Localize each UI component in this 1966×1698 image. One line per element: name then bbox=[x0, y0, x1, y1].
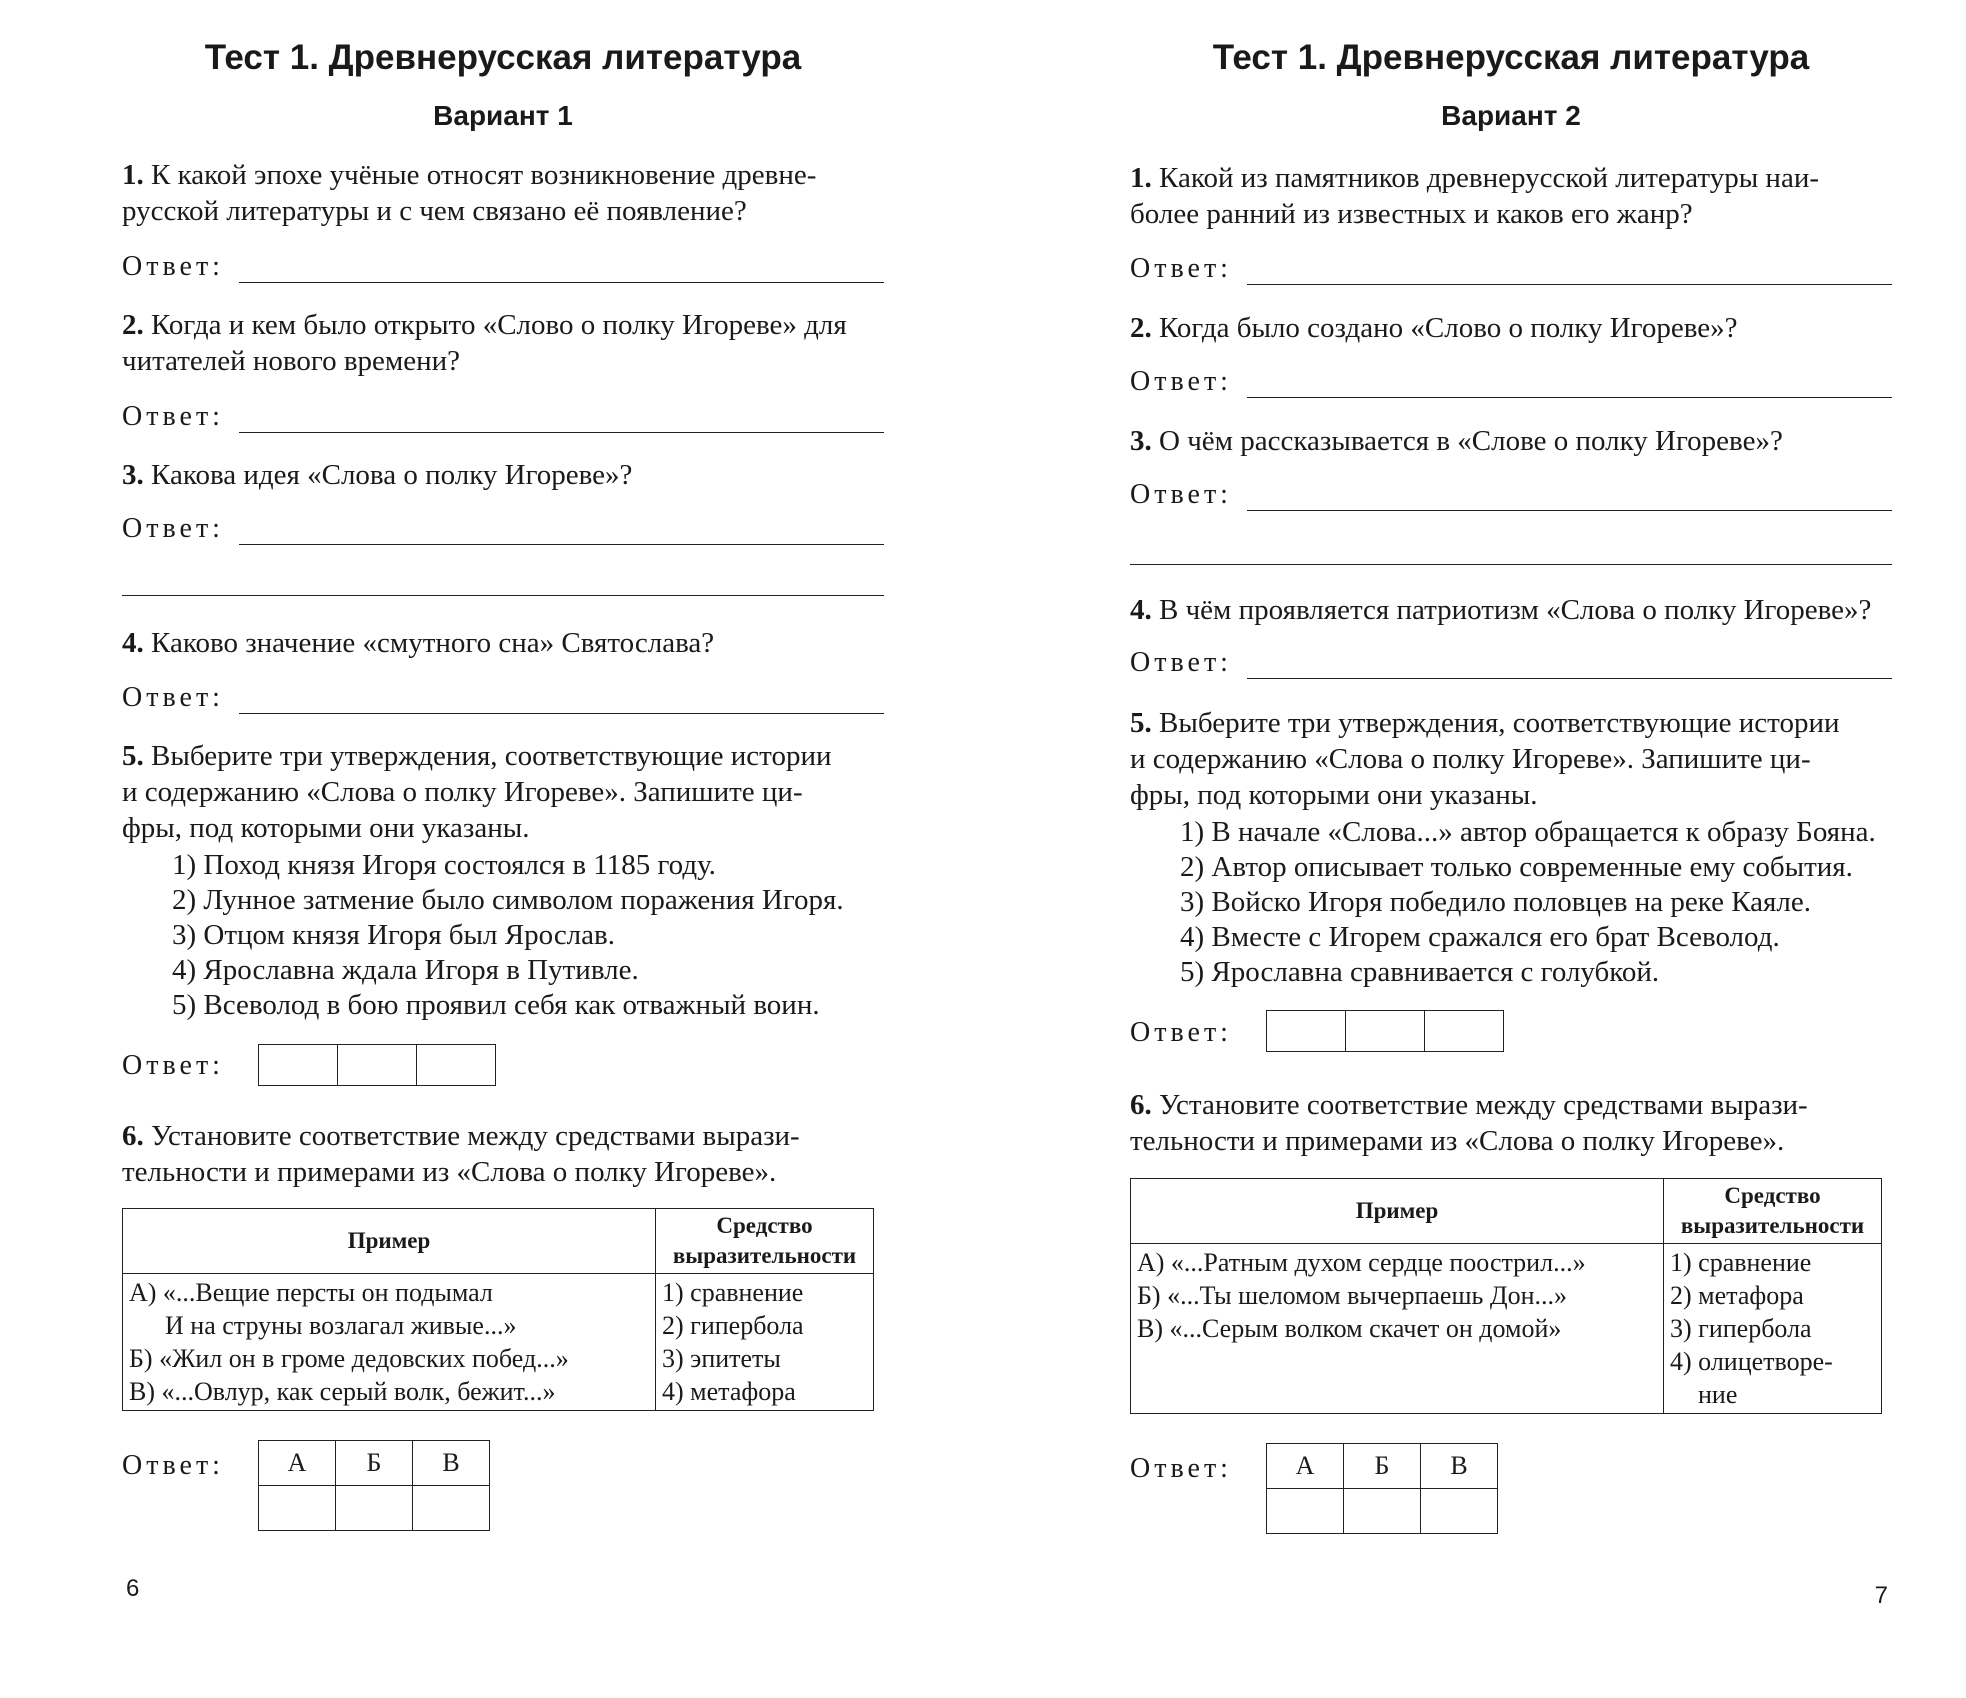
answer-field-1[interactable] bbox=[122, 251, 884, 287]
grid-header: Б bbox=[1344, 1444, 1421, 1489]
page-title: Тест 1. Древнерусская литература bbox=[1212, 38, 1810, 77]
answer-grid[interactable] bbox=[1266, 1443, 1498, 1534]
matching-table bbox=[122, 1208, 874, 1411]
option-item: 2) Лунное затмение было символом поражения Игоря. bbox=[172, 884, 844, 916]
means-item: 1) сравнение bbox=[662, 1278, 804, 1307]
question-2 bbox=[122, 307, 884, 379]
means-item: ние bbox=[1698, 1380, 1738, 1409]
question-text: тельности и примерами из «Слова о полку Игореве». bbox=[1130, 1125, 1785, 1157]
answer-field-4[interactable] bbox=[122, 682, 884, 718]
option-item: 4) Ярославна ждала Игоря в Путивле. bbox=[172, 954, 639, 986]
left-page bbox=[122, 0, 884, 1698]
page-number: 7 bbox=[1874, 1582, 1888, 1609]
answer-label: Ответ: bbox=[1130, 1017, 1232, 1048]
answer-label: Ответ: bbox=[122, 513, 224, 544]
question-number: 1. bbox=[122, 159, 144, 191]
question-number: 4. bbox=[1130, 594, 1152, 626]
question-5 bbox=[122, 738, 884, 846]
grid-cell[interactable] bbox=[413, 1486, 490, 1531]
question-4 bbox=[122, 625, 884, 661]
option-item: 5) Всеволод в бою проявил себя как отважный воин. bbox=[172, 989, 820, 1021]
question-1 bbox=[1130, 160, 1892, 232]
variant-heading: Вариант 2 bbox=[1441, 100, 1581, 131]
answer-box[interactable] bbox=[338, 1045, 417, 1085]
answer-label: Ответ: bbox=[122, 1050, 224, 1081]
answer-label: Ответ: bbox=[122, 401, 224, 432]
answer-extra-line[interactable] bbox=[1130, 564, 1892, 565]
question-text: читателей нового времени? bbox=[122, 345, 461, 377]
matching-table bbox=[1130, 1178, 1882, 1414]
answer-field-1[interactable] bbox=[1130, 253, 1892, 289]
answer-label: Ответ: bbox=[122, 1450, 224, 1481]
grid-header: В bbox=[1421, 1444, 1498, 1489]
table-header-example: Пример bbox=[123, 1209, 656, 1274]
examples-cell bbox=[1131, 1244, 1664, 1414]
answer-boxes[interactable] bbox=[258, 1044, 496, 1086]
question-2 bbox=[1130, 310, 1892, 346]
answer-label: Ответ: bbox=[1130, 647, 1232, 678]
question-number: 3. bbox=[1130, 425, 1152, 457]
question-text: О чём рассказывается в «Слове о полку Игореве»? bbox=[1159, 425, 1783, 457]
means-item: 3) эпитеты bbox=[662, 1344, 781, 1373]
answer-extra-line[interactable] bbox=[122, 595, 884, 596]
answer-label: Ответ: bbox=[122, 682, 224, 713]
question-text: Каково значение «смутного сна» Святослава? bbox=[151, 627, 715, 659]
grid-header: Б bbox=[336, 1441, 413, 1486]
answer-boxes[interactable] bbox=[1266, 1010, 1504, 1052]
page-title: Тест 1. Древнерусская литература bbox=[204, 38, 802, 77]
example-item: В) «...Овлур, как серый волк, бежит...» bbox=[129, 1377, 556, 1406]
answer-field-3[interactable] bbox=[122, 513, 884, 549]
example-item: Б) «...Ты шеломом вычерпаешь Дон...» bbox=[1137, 1281, 1567, 1310]
question-text: Когда и кем было открыто «Слово о полку Игореве» для bbox=[151, 309, 847, 341]
question-number: 4. bbox=[122, 627, 144, 659]
answer-label: Ответ: bbox=[1130, 1453, 1232, 1484]
answer-box[interactable] bbox=[417, 1045, 495, 1085]
question-5 bbox=[1130, 705, 1892, 813]
question-text: русской литературы и с чем связано её появление? bbox=[122, 195, 747, 227]
question-4 bbox=[1130, 592, 1892, 628]
question-text: Установите соответствие между средствами вырази- bbox=[151, 1120, 800, 1152]
question-3 bbox=[122, 457, 884, 493]
example-item: И на струны возлагал живые...» bbox=[165, 1311, 517, 1340]
question-text: и содержанию «Слова о полку Игореве». Запишите ци- bbox=[122, 776, 803, 808]
option-item: 3) Войско Игоря победило половцев на реке Каяле. bbox=[1180, 886, 1811, 918]
question-number: 6. bbox=[1130, 1089, 1152, 1121]
page-number: 6 bbox=[126, 1575, 140, 1602]
example-item: Б) «Жил он в громе дедовских побед...» bbox=[129, 1344, 569, 1373]
question-text: Какой из памятников древнерусской литературы наи- bbox=[1159, 162, 1820, 194]
answer-field-3[interactable] bbox=[1130, 479, 1892, 515]
options-list bbox=[172, 848, 884, 1023]
option-item: 2) Автор описывает только современные ему события. bbox=[1180, 851, 1853, 883]
answer-box[interactable] bbox=[259, 1045, 338, 1085]
answer-box[interactable] bbox=[1346, 1011, 1425, 1051]
right-page bbox=[1130, 0, 1892, 1698]
grid-header: В bbox=[413, 1441, 490, 1486]
question-text: и содержанию «Слова о полку Игореве». Запишите ци- bbox=[1130, 743, 1811, 775]
question-number: 1. bbox=[1130, 162, 1152, 194]
means-item: 4) олицетворе- bbox=[1670, 1347, 1833, 1376]
grid-cell[interactable] bbox=[1267, 1489, 1344, 1534]
answer-label: Ответ: bbox=[122, 251, 224, 282]
examples-cell bbox=[123, 1274, 656, 1411]
grid-cell[interactable] bbox=[1421, 1489, 1498, 1534]
answer-box[interactable] bbox=[1425, 1011, 1503, 1051]
options-list bbox=[1180, 815, 1892, 990]
means-item: 2) гипербола bbox=[662, 1311, 804, 1340]
answer-label: Ответ: bbox=[1130, 479, 1232, 510]
question-text: фры, под которыми они указаны. bbox=[122, 812, 530, 844]
means-item: 3) гипербола bbox=[1670, 1314, 1812, 1343]
answer-label: Ответ: bbox=[1130, 366, 1232, 397]
grid-header: А bbox=[1267, 1444, 1344, 1489]
question-number: 5. bbox=[1130, 707, 1152, 739]
question-number: 6. bbox=[122, 1120, 144, 1152]
option-item: 1) Поход князя Игоря состоялся в 1185 году. bbox=[172, 849, 716, 881]
question-text: более ранний из известных и каков его жанр? bbox=[1130, 198, 1693, 230]
example-item: А) «...Вещие персты он подымал bbox=[129, 1278, 493, 1307]
question-text: Выберите три утверждения, соответствующие истории bbox=[151, 740, 832, 772]
answer-grid[interactable] bbox=[258, 1440, 490, 1531]
means-item: 2) метафора bbox=[1670, 1281, 1804, 1310]
question-number: 5. bbox=[122, 740, 144, 772]
question-text: Выберите три утверждения, соответствующие истории bbox=[1159, 707, 1840, 739]
answer-box[interactable] bbox=[1267, 1011, 1346, 1051]
question-text: Когда было создано «Слово о полку Игореве»? bbox=[1159, 312, 1738, 344]
example-item: В) «...Серым волком скачет он домой» bbox=[1137, 1314, 1562, 1343]
question-number: 2. bbox=[1130, 312, 1152, 344]
variant-heading: Вариант 1 bbox=[433, 100, 573, 131]
question-1 bbox=[122, 157, 884, 229]
question-6 bbox=[122, 1118, 884, 1190]
question-3 bbox=[1130, 423, 1892, 459]
question-text: тельности и примерами из «Слова о полку Игореве». bbox=[122, 1156, 777, 1188]
question-number: 3. bbox=[122, 459, 144, 491]
table-header-means: Средство выразительности bbox=[1664, 1179, 1882, 1244]
table-header-example: Пример bbox=[1131, 1179, 1664, 1244]
question-text: Установите соответствие между средствами вырази- bbox=[1159, 1089, 1808, 1121]
option-item: 3) Отцом князя Игоря был Ярослав. bbox=[172, 919, 615, 951]
question-text: В чём проявляется патриотизм «Слова о полку Игореве»? bbox=[1159, 594, 1872, 626]
question-text: фры, под которыми они указаны. bbox=[1130, 779, 1538, 811]
table-header-means: Средство выразительности bbox=[656, 1209, 874, 1274]
means-item: 1) сравнение bbox=[1670, 1248, 1812, 1277]
answer-label: Ответ: bbox=[1130, 253, 1232, 284]
question-number: 2. bbox=[122, 309, 144, 341]
means-cell bbox=[1664, 1244, 1882, 1414]
grid-header: А bbox=[259, 1441, 336, 1486]
question-6 bbox=[1130, 1087, 1892, 1159]
question-text: К какой эпохе учёные относят возникновение древне- bbox=[151, 159, 817, 191]
grid-cell[interactable] bbox=[259, 1486, 336, 1531]
answer-field-4[interactable] bbox=[1130, 647, 1892, 683]
means-item: 4) метафора bbox=[662, 1377, 796, 1406]
grid-cell[interactable] bbox=[336, 1486, 413, 1531]
example-item: А) «...Ратным духом сердце поострил...» bbox=[1137, 1248, 1586, 1277]
option-item: 5) Ярославна сравнивается с голубкой. bbox=[1180, 956, 1660, 988]
question-text: Какова идея «Слова о полку Игореве»? bbox=[151, 459, 633, 491]
option-item: 1) В начале «Слова...» автор обращается к образу Бояна. bbox=[1180, 816, 1876, 848]
answer-field-2[interactable] bbox=[1130, 366, 1892, 402]
answer-field-2[interactable] bbox=[122, 401, 884, 437]
grid-cell[interactable] bbox=[1344, 1489, 1421, 1534]
means-cell bbox=[656, 1274, 874, 1411]
option-item: 4) Вместе с Игорем сражался его брат Всеволод. bbox=[1180, 921, 1780, 953]
